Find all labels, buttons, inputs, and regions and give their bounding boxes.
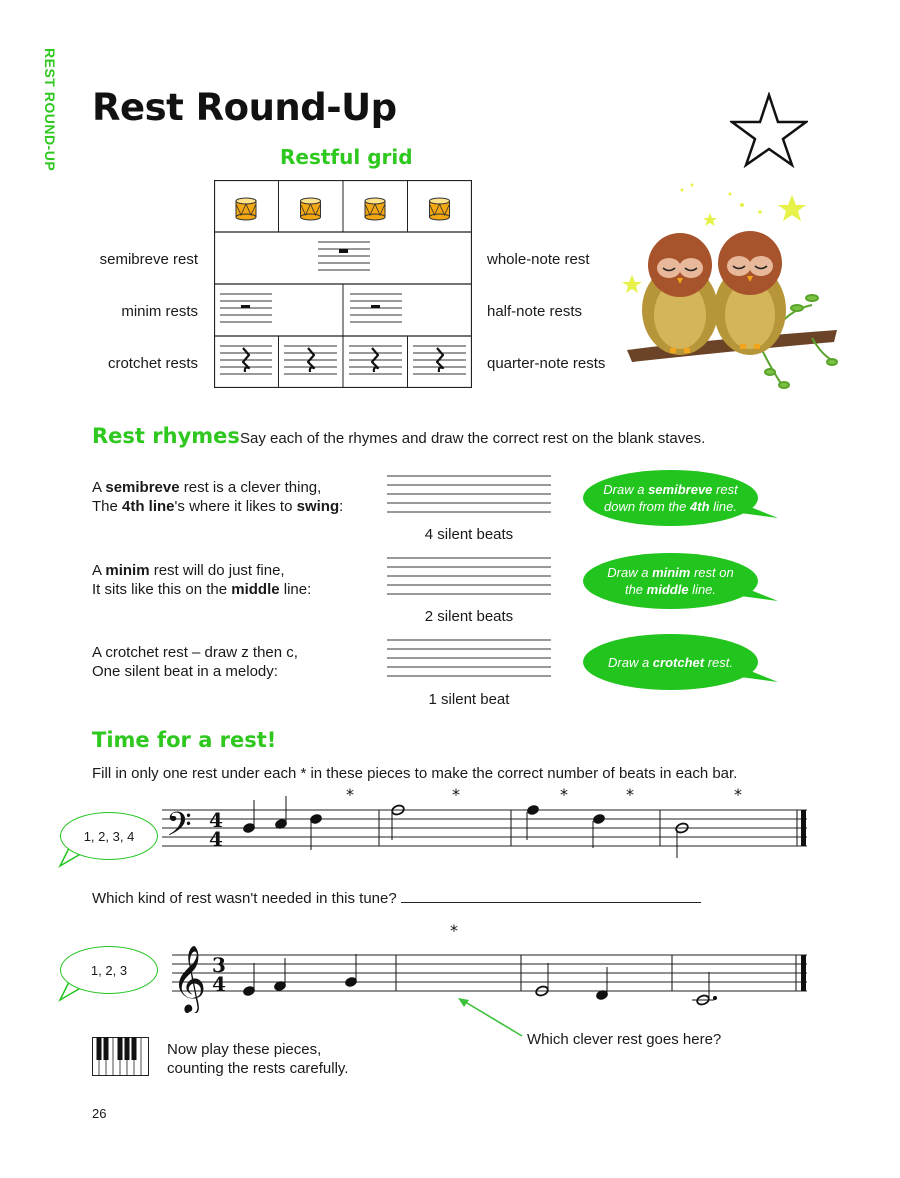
blank-staff-3[interactable]	[387, 638, 551, 682]
asterisk-tune-2: *	[450, 921, 458, 940]
grid-label-left-2: minim rests	[121, 303, 198, 320]
rest-grid	[214, 180, 472, 388]
rhymes-heading: Rest rhymes	[92, 424, 240, 448]
play-instruction-2: counting the rests carefully.	[167, 1060, 349, 1077]
count-bubble-2: 1, 2, 3	[60, 946, 158, 994]
answer-blank[interactable]	[401, 901, 701, 903]
rhyme-3-line-1: A crotchet rest – draw z then c,	[92, 644, 298, 661]
svg-text:4: 4	[209, 827, 223, 851]
speech-bubble-3: Draw a crotchet rest.	[583, 634, 758, 690]
svg-text:𝄢: 𝄢	[166, 806, 192, 852]
svg-text:𝄞: 𝄞	[172, 944, 207, 1012]
grid-label-left-1: semibreve rest	[99, 251, 198, 268]
grid-label-right-2: half-note rests	[487, 303, 583, 320]
svg-text:*: *	[560, 785, 568, 804]
page-title: Rest Round-Up	[92, 86, 397, 129]
question-line: Which kind of rest wasn't needed in this tune?	[92, 889, 701, 908]
svg-text:*: *	[346, 785, 354, 804]
blank-staff-2[interactable]	[387, 556, 551, 600]
owls-illustration	[622, 180, 842, 395]
svg-text:3: 3	[212, 953, 226, 977]
rhyme-3-line-2: One silent beat in a melody:	[92, 663, 278, 680]
rhyme-1-line-2: The 4th line's where it likes to swing:	[92, 498, 344, 515]
star-icon	[730, 92, 808, 168]
rhyme-2-line-2: It sits like this on the middle line:	[92, 581, 312, 598]
piano-icon	[92, 1037, 150, 1077]
asterisks-tune-1	[346, 785, 742, 804]
svg-text:4: 4	[212, 972, 226, 996]
rhymes-instruction: Say each of the rhymes and draw the correct rest on the blank staves.	[240, 430, 706, 447]
rhyme-1-beats: 4 silent beats	[424, 526, 514, 543]
blank-staff-1[interactable]	[387, 474, 551, 518]
page-number: 26	[92, 1106, 107, 1121]
svg-text:4: 4	[209, 808, 223, 832]
time-heading: Time for a rest!	[92, 728, 277, 752]
play-instruction-1: Now play these pieces,	[167, 1041, 322, 1058]
grid-label-right-1: whole-note rest	[487, 251, 590, 268]
rhyme-2-beats: 2 silent beats	[424, 608, 514, 625]
svg-text:*: *	[452, 785, 460, 804]
side-tab: REST ROUND-UP	[42, 48, 58, 172]
grid-label-left-3: crotchet rests	[107, 355, 198, 372]
rhyme-3-beats: 1 silent beat	[428, 691, 510, 708]
speech-bubble-2: Draw a minim rest on the middle line.	[583, 553, 758, 609]
speech-bubble-1: Draw a semibreve rest down from the 4th line.	[583, 470, 758, 526]
arrow-icon	[452, 994, 532, 1044]
svg-text:*: *	[626, 785, 634, 804]
rhyme-2-line-1: A minim rest will do just fine,	[92, 562, 285, 579]
arrow-label: Which clever rest goes here?	[527, 1031, 722, 1048]
count-bubble-1: 1, 2, 3, 4	[60, 812, 158, 860]
grid-label-right-3: quarter-note rests	[487, 355, 606, 372]
grid-heading: Restful grid	[280, 145, 413, 169]
rhyme-1-line-1: A semibreve rest is a clever thing,	[92, 479, 322, 496]
svg-text:*: *	[734, 785, 742, 804]
tune-1-staff	[162, 780, 812, 865]
time-instruction: Fill in only one rest under each * in these pieces to make the correct number of beats in each bar.	[92, 765, 738, 782]
